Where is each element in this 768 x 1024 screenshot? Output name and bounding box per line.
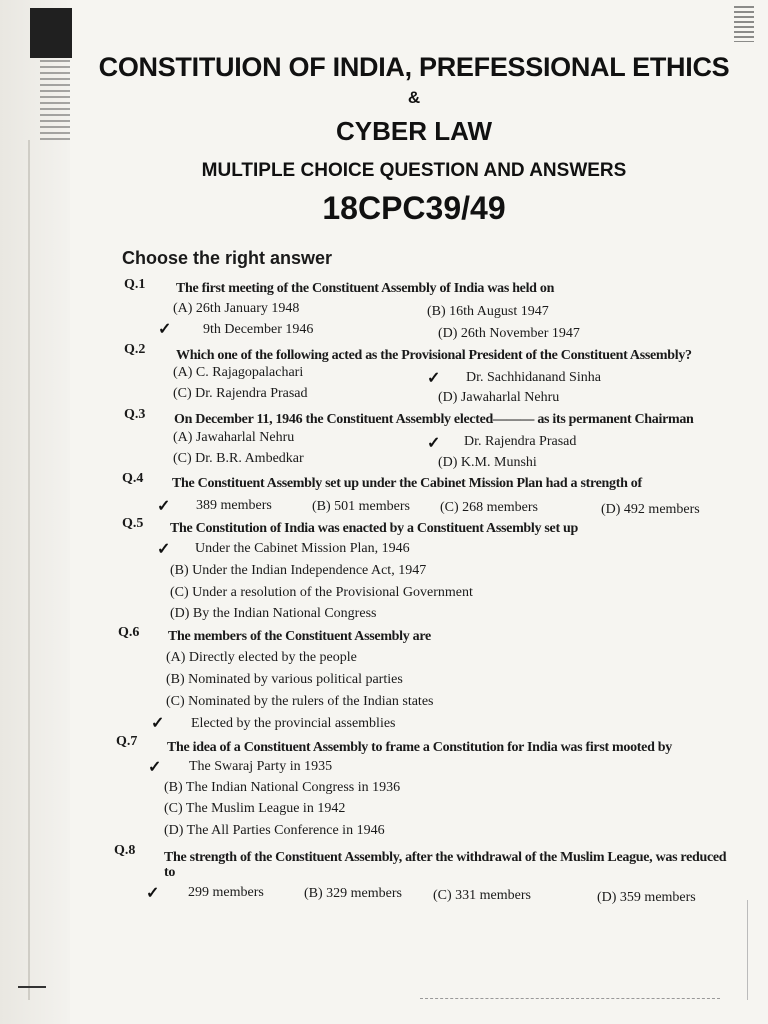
option-b: (B) Nominated by various political parties bbox=[166, 672, 403, 687]
question-number: Q.6 bbox=[118, 625, 140, 640]
document-subtitle: CYBER LAW bbox=[336, 116, 492, 146]
option-d: (D) 26th November 1947 bbox=[438, 326, 580, 341]
question-number: Q.1 bbox=[124, 277, 146, 292]
question-text: Which one of the following acted as the Provisional President of the Constituent Assembly? bbox=[176, 348, 692, 363]
question-number: Q.4 bbox=[122, 471, 144, 486]
option-b: (B) 16th August 1947 bbox=[427, 304, 549, 319]
option-b: (B) Under the Indian Independence Act, 1947 bbox=[170, 563, 427, 578]
option-c: (C) The Muslim League in 1942 bbox=[164, 801, 346, 816]
check-mark-icon: ✓ bbox=[148, 759, 162, 776]
check-mark-icon: ✓ bbox=[427, 435, 441, 452]
question-text-continued: to bbox=[164, 865, 176, 880]
document-title: CONSTITUION OF INDIA, PREFESSIONAL ETHICS bbox=[98, 52, 730, 82]
option-c: (C) Dr. B.R. Ambedkar bbox=[173, 451, 304, 466]
check-mark-icon: ✓ bbox=[146, 885, 160, 902]
option-b: (B) The Indian National Congress in 1936 bbox=[164, 780, 401, 795]
scan-mark bbox=[30, 8, 72, 58]
question-text: The idea of a Constituent Assembly to frame a Constitution for India was first mooted by bbox=[167, 740, 672, 755]
option-c: (C) Under a resolution of the Provisional Government bbox=[170, 585, 473, 600]
option-a: Under the Cabinet Mission Plan, 1946 bbox=[195, 541, 410, 556]
check-mark-icon: ✓ bbox=[157, 498, 171, 515]
question-text: The first meeting of the Constituent Assembly of India was held on bbox=[176, 281, 555, 296]
question-text: The Constituent Assembly set up under the Cabinet Mission Plan had a strength of bbox=[172, 476, 642, 491]
mcq-heading: MULTIPLE CHOICE QUESTION AND ANSWERS bbox=[201, 160, 627, 181]
question-text: The Constitution of India was enacted by a Constituent Assembly set up bbox=[170, 521, 579, 536]
option-c: 9th December 1946 bbox=[203, 322, 314, 337]
option-c: (C) 268 members bbox=[440, 500, 538, 515]
option-a: (A) Jawaharlal Nehru bbox=[173, 430, 295, 445]
option-a: 389 members bbox=[196, 498, 272, 513]
title-ampersand: & bbox=[407, 88, 421, 107]
option-d: (D) 492 members bbox=[601, 502, 700, 517]
option-a: (A) Directly elected by the people bbox=[166, 650, 357, 665]
option-b: (B) 329 members bbox=[304, 886, 402, 901]
option-b: Dr. Sachhidanand Sinha bbox=[466, 370, 601, 385]
option-c: (C) Dr. Rajendra Prasad bbox=[173, 386, 308, 401]
bottom-dash bbox=[420, 998, 720, 1000]
question-number: Q.2 bbox=[124, 342, 146, 357]
question-text: The strength of the Constituent Assembly, after the withdrawal of the Muslim League, was reduced bbox=[164, 850, 727, 865]
right-edge-line bbox=[747, 900, 748, 1000]
corner-scan-noise bbox=[734, 6, 754, 42]
course-code: 18CPC39/49 bbox=[322, 190, 506, 226]
bottom-rule bbox=[18, 986, 46, 988]
question-number: Q.3 bbox=[124, 407, 146, 422]
question-number: Q.8 bbox=[114, 843, 136, 858]
option-d: (D) By the Indian National Congress bbox=[170, 606, 377, 621]
question-text: On December 11, 1946 the Constituent Assembly elected——— as its permanent Chairman bbox=[174, 412, 694, 427]
option-d: (D) K.M. Munshi bbox=[438, 455, 537, 470]
check-mark-icon: ✓ bbox=[427, 370, 441, 387]
option-c: (C) Nominated by the rulers of the Indian states bbox=[166, 694, 434, 709]
option-a: (A) 26th January 1948 bbox=[173, 301, 300, 316]
option-d: (D) Jawaharlal Nehru bbox=[438, 390, 560, 405]
option-c: (C) 331 members bbox=[433, 888, 531, 903]
option-a: The Swaraj Party in 1935 bbox=[189, 759, 333, 774]
option-d: Elected by the provincial assemblies bbox=[191, 716, 396, 731]
option-b: Dr. Rajendra Prasad bbox=[464, 434, 577, 449]
option-d: (D) 359 members bbox=[597, 890, 696, 905]
question-number: Q.5 bbox=[122, 516, 144, 531]
binding-edge bbox=[0, 0, 70, 1024]
question-text: The members of the Constituent Assembly are bbox=[168, 629, 431, 644]
margin-line bbox=[28, 140, 30, 1000]
option-a: 299 members bbox=[188, 885, 264, 900]
instructions: Choose the right answer bbox=[122, 248, 333, 268]
check-mark-icon: ✓ bbox=[151, 715, 165, 732]
option-b: (B) 501 members bbox=[312, 499, 410, 514]
option-d: (D) The All Parties Conference in 1946 bbox=[164, 823, 385, 838]
check-mark-icon: ✓ bbox=[157, 541, 171, 558]
check-mark-icon: ✓ bbox=[158, 321, 172, 338]
question-number: Q.7 bbox=[116, 734, 138, 749]
option-a: (A) C. Rajagopalachari bbox=[173, 365, 304, 380]
